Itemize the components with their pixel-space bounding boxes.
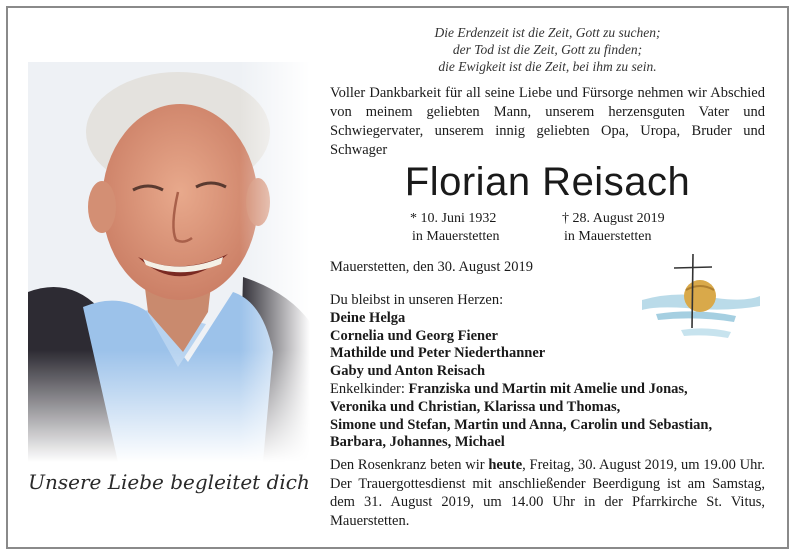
service-highlight: heute — [488, 457, 523, 473]
grandchildren-line: Veronika und Christian, Klarissa und Thomas, — [330, 398, 621, 415]
poem-line: die Ewigkeit ist die Zeit, bei ihm zu sein. — [438, 59, 657, 74]
service-text: Den Rosenkranz beten wir — [330, 457, 485, 473]
birth-info — [410, 210, 499, 246]
birth-place: in Mauerstetten — [412, 229, 500, 244]
birth-date: * 10. Juni 1932 — [410, 211, 497, 226]
grandchildren-label: Enkelkinder: — [330, 380, 405, 397]
portrait-photo — [28, 62, 310, 462]
family-member: Gaby und Anton Reisach — [330, 363, 486, 380]
death-date: † 28. August 2019 — [562, 211, 665, 226]
intro-text: Voller Dankbarkeit für all seine Liebe und Fürsorge nehmen wir Abschied von meinem geliebten Mann, unserem herzensguten Vater und Schwiegervater, unserem innig geliebten Opa, Uropa, Bruder und Schwager — [330, 85, 765, 158]
motto: Unsere Liebe begleitet dich — [28, 470, 310, 494]
death-info — [562, 210, 665, 246]
family-member: Deine Helga — [330, 309, 406, 326]
grandchildren-line: Simone und Stefan, Martin und Anna, Carolin und Sebastian, — [330, 416, 713, 433]
grandchildren-row — [330, 381, 765, 399]
service-info — [330, 456, 765, 530]
family-list — [330, 292, 765, 452]
death-place: in Mauerstetten — [564, 229, 652, 244]
poem-line: Die Erdenzeit ist die Zeit, Gott zu suchen; — [434, 25, 661, 40]
deceased-name: Florian Reisach — [404, 160, 691, 204]
family-member: Mathilde und Peter Niederthanner — [330, 345, 546, 362]
grandchildren-line: Franziska und Martin mit Amelie und Jonas, — [408, 380, 688, 397]
service-text: , Freitag, 30. August 2019, um 19.00 Uhr. Der Trauergottesdienst mit anschließender Beerdigung ist am Samstag, dem 31. August 2019, um 14.00 Uhr in der Pfarrkirche St. Vitus, Mauerstetten. — [330, 457, 766, 529]
poem-line: der Tod ist die Zeit, Gott zu finden; — [452, 42, 643, 57]
grandchildren-line: Barbara, Johannes, Michael — [330, 434, 505, 451]
family-heading: Du bleibst in unseren Herzen: — [330, 292, 504, 308]
poem — [330, 24, 765, 75]
place-date: Mauerstetten, den 30. August 2019 — [330, 259, 533, 275]
family-member: Cornelia und Georg Fiener — [330, 327, 498, 344]
